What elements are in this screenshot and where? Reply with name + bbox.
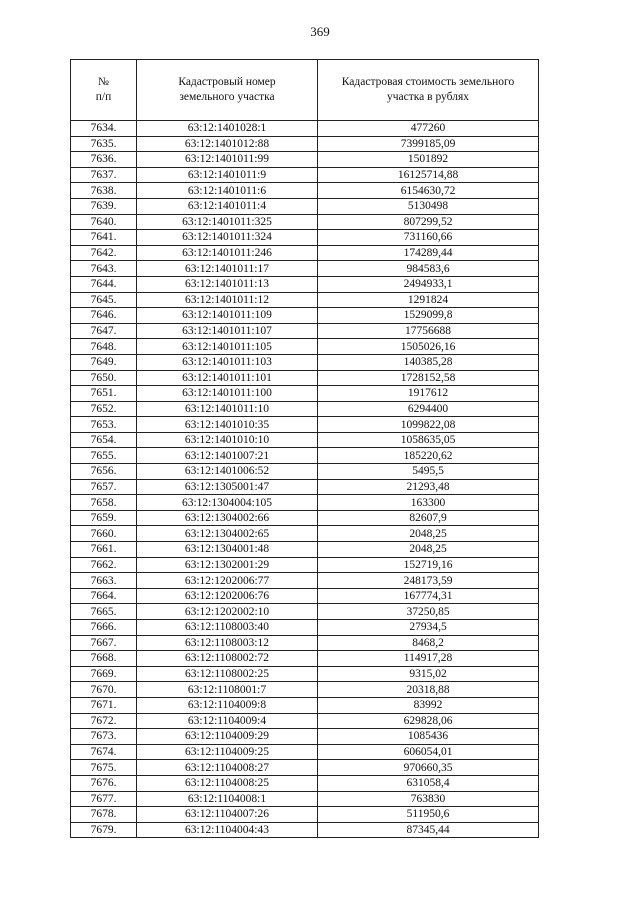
table-row	[71, 697, 539, 713]
cadastral-value: 970660,35	[318, 760, 539, 776]
table-row	[71, 198, 539, 214]
row-number: 7672.	[71, 713, 137, 729]
header-row	[71, 60, 539, 121]
cadastral-value: 248173,59	[318, 573, 539, 589]
table-row	[71, 386, 539, 402]
cadastral-number: 63:12:1401011:101	[137, 370, 318, 386]
cadastral-value: 82607,9	[318, 510, 539, 526]
table-row	[71, 323, 539, 339]
row-number: 7673.	[71, 729, 137, 745]
row-number: 7652.	[71, 401, 137, 417]
cadastral-value: 20318,88	[318, 682, 539, 698]
row-number: 7664.	[71, 588, 137, 604]
row-number: 7636.	[71, 152, 137, 168]
table-row	[71, 230, 539, 246]
cadastral-value: 763830	[318, 791, 539, 807]
row-number: 7656.	[71, 464, 137, 480]
header-cadastral-value	[318, 60, 539, 121]
row-number: 7644.	[71, 276, 137, 292]
cadastral-number: 63:12:1401011:13	[137, 276, 318, 292]
table-row	[71, 635, 539, 651]
cadastral-number: 63:12:1104008:25	[137, 775, 318, 791]
table-row	[71, 214, 539, 230]
cadastral-number: 63:12:1202002:10	[137, 604, 318, 620]
row-number: 7650.	[71, 370, 137, 386]
cadastral-number: 63:12:1104008:27	[137, 760, 318, 776]
cadastral-value: 477260	[318, 121, 539, 137]
cadastral-value: 2048,25	[318, 542, 539, 558]
cadastral-value: 807299,52	[318, 214, 539, 230]
row-number: 7654.	[71, 432, 137, 448]
cadastral-number: 63:12:1104009:25	[137, 744, 318, 760]
row-number: 7640.	[71, 214, 137, 230]
row-number: 7667.	[71, 635, 137, 651]
cadastral-value: 1058635,05	[318, 432, 539, 448]
table-row	[71, 620, 539, 636]
table-row	[71, 822, 539, 838]
table-row	[71, 183, 539, 199]
row-number: 7642.	[71, 245, 137, 261]
cadastral-value: 7399185,09	[318, 136, 539, 152]
row-number: 7634.	[71, 121, 137, 137]
row-number: 7661.	[71, 542, 137, 558]
cadastral-number: 63:12:1302001:29	[137, 557, 318, 573]
table-row	[71, 682, 539, 698]
cadastral-number: 63:12:1401011:10	[137, 401, 318, 417]
row-number: 7651.	[71, 386, 137, 402]
row-number: 7676.	[71, 775, 137, 791]
cadastral-number: 63:12:1401011:103	[137, 354, 318, 370]
cadastral-number: 63:12:1305001:47	[137, 479, 318, 495]
table-row	[71, 136, 539, 152]
cadastral-value: 21293,48	[318, 479, 539, 495]
row-number: 7647.	[71, 323, 137, 339]
cadastral-value: 1917612	[318, 386, 539, 402]
table-row	[71, 308, 539, 324]
cadastral-number: 63:12:1401011:324	[137, 230, 318, 246]
cadastral-value: 5495,5	[318, 464, 539, 480]
row-number: 7674.	[71, 744, 137, 760]
table-row	[71, 729, 539, 745]
cadastral-number: 63:12:1108002:72	[137, 651, 318, 667]
cadastral-number: 63:12:1401011:6	[137, 183, 318, 199]
row-number: 7641.	[71, 230, 137, 246]
cadastral-number: 63:12:1304004:105	[137, 495, 318, 511]
cadastral-number: 63:12:1104008:1	[137, 791, 318, 807]
table-row	[71, 495, 539, 511]
table-row	[71, 121, 539, 137]
table-row	[71, 588, 539, 604]
table-row	[71, 510, 539, 526]
table-row	[71, 542, 539, 558]
cadastral-number: 63:12:1108001:7	[137, 682, 318, 698]
table-row	[71, 245, 539, 261]
row-number: 7635.	[71, 136, 137, 152]
cadastral-value: 1529099,8	[318, 308, 539, 324]
row-number: 7658.	[71, 495, 137, 511]
row-number: 7643.	[71, 261, 137, 277]
cadastral-value: 629828,06	[318, 713, 539, 729]
cadastral-value: 1501892	[318, 152, 539, 168]
header-cadastral-number	[137, 60, 318, 121]
row-number: 7660.	[71, 526, 137, 542]
table-row	[71, 448, 539, 464]
page-number: 369	[310, 24, 330, 39]
cadastral-value: 1505026,16	[318, 339, 539, 355]
cadastral-number: 63:12:1401012:88	[137, 136, 318, 152]
cadastral-number: 63:12:1202006:77	[137, 573, 318, 589]
row-number: 7638.	[71, 183, 137, 199]
cadastral-number: 63:12:1401011:4	[137, 198, 318, 214]
cadastral-value: 87345,44	[318, 822, 539, 838]
row-number: 7669.	[71, 666, 137, 682]
row-number: 7671.	[71, 697, 137, 713]
table-row	[71, 775, 539, 791]
row-number: 7675.	[71, 760, 137, 776]
table-row	[71, 167, 539, 183]
cadastral-value: 606054,01	[318, 744, 539, 760]
cadastral-value: 731160,66	[318, 230, 539, 246]
row-number: 7677.	[71, 791, 137, 807]
table-row	[71, 152, 539, 168]
row-number: 7657.	[71, 479, 137, 495]
cadastral-value: 140385,28	[318, 354, 539, 370]
cadastral-value: 16125714,88	[318, 167, 539, 183]
cadastral-number: 63:12:1401010:35	[137, 417, 318, 433]
table-row	[71, 292, 539, 308]
table-row	[71, 557, 539, 573]
cadastral-value: 631058,4	[318, 775, 539, 791]
cadastral-value: 9315,02	[318, 666, 539, 682]
cadastral-number: 63:12:1401011:12	[137, 292, 318, 308]
row-number: 7662.	[71, 557, 137, 573]
cadastral-number: 63:12:1401028:1	[137, 121, 318, 137]
table-row	[71, 744, 539, 760]
cadastral-value: 163300	[318, 495, 539, 511]
cadastral-value: 37250,85	[318, 604, 539, 620]
cadastral-value: 114917,28	[318, 651, 539, 667]
row-number: 7639.	[71, 198, 137, 214]
cadastral-number: 63:12:1401011:109	[137, 308, 318, 324]
table-row	[71, 417, 539, 433]
cadastral-value: 6154630,72	[318, 183, 539, 199]
row-number: 7648.	[71, 339, 137, 355]
table-row	[71, 354, 539, 370]
cadastral-number: 63:12:1401011:107	[137, 323, 318, 339]
cadastral-number: 63:12:1401011:246	[137, 245, 318, 261]
row-number: 7659.	[71, 510, 137, 526]
cadastral-value: 152719,16	[318, 557, 539, 573]
row-number: 7655.	[71, 448, 137, 464]
cadastral-number: 63:12:1401011:17	[137, 261, 318, 277]
cadastral-number: 63:12:1304001:48	[137, 542, 318, 558]
row-number: 7665.	[71, 604, 137, 620]
table-row	[71, 339, 539, 355]
cadastral-number: 63:12:1202006:76	[137, 588, 318, 604]
row-number: 7637.	[71, 167, 137, 183]
cadastral-value: 185220,62	[318, 448, 539, 464]
cadastral-number: 63:12:1104009:8	[137, 697, 318, 713]
cadastral-value: 1085436	[318, 729, 539, 745]
cadastral-number: 63:12:1108002:25	[137, 666, 318, 682]
table-row	[71, 401, 539, 417]
row-number: 7645.	[71, 292, 137, 308]
table-row	[71, 807, 539, 823]
table-row	[71, 713, 539, 729]
cadastral-number: 63:12:1104004:43	[137, 822, 318, 838]
row-number: 7670.	[71, 682, 137, 698]
cadastral-value: 5130498	[318, 198, 539, 214]
cadastral-number: 63:12:1401011:325	[137, 214, 318, 230]
table-row	[71, 276, 539, 292]
table-row	[71, 573, 539, 589]
cadastral-value: 167774,31	[318, 588, 539, 604]
cadastral-number: 63:12:1304002:66	[137, 510, 318, 526]
row-number: 7663.	[71, 573, 137, 589]
table-row	[71, 760, 539, 776]
header-cadastral-label: Кадастровый номер земельного участка	[178, 76, 276, 103]
cadastral-number: 63:12:1104009:29	[137, 729, 318, 745]
row-number: 7678.	[71, 807, 137, 823]
cadastral-number: 63:12:1104009:4	[137, 713, 318, 729]
cadastral-number: 63:12:1401011:9	[137, 167, 318, 183]
cadastral-number: 63:12:1401006:52	[137, 464, 318, 480]
row-number: 7653.	[71, 417, 137, 433]
table-row	[71, 261, 539, 277]
cadastral-number: 63:12:1104007:26	[137, 807, 318, 823]
table-row	[71, 464, 539, 480]
cadastral-value-table	[70, 59, 539, 838]
cadastral-value: 2048,25	[318, 526, 539, 542]
cadastral-value: 27934,5	[318, 620, 539, 636]
header-value-label: Кадастровая стоимость земельного участка в рублях	[341, 76, 515, 103]
cadastral-value: 984583,6	[318, 261, 539, 277]
cadastral-number: 63:12:1401011:105	[137, 339, 318, 355]
cadastral-value: 6294400	[318, 401, 539, 417]
cadastral-value: 1291824	[318, 292, 539, 308]
table-row	[71, 370, 539, 386]
cadastral-value: 83992	[318, 697, 539, 713]
row-number: 7646.	[71, 308, 137, 324]
row-number: 7668.	[71, 651, 137, 667]
cadastral-value: 17756688	[318, 323, 539, 339]
table-row	[71, 526, 539, 542]
cadastral-number: 63:12:1304002:65	[137, 526, 318, 542]
cadastral-value: 511950,6	[318, 807, 539, 823]
cadastral-number: 63:12:1401007:21	[137, 448, 318, 464]
table-header	[71, 60, 539, 121]
cadastral-number: 63:12:1401010:10	[137, 432, 318, 448]
table-row	[71, 604, 539, 620]
cadastral-value: 8468,2	[318, 635, 539, 651]
cadastral-number: 63:12:1401011:99	[137, 152, 318, 168]
cadastral-number: 63:12:1401011:100	[137, 386, 318, 402]
row-number: 7649.	[71, 354, 137, 370]
header-number	[71, 60, 137, 121]
table-row	[71, 432, 539, 448]
header-number-label: № п/п	[95, 76, 112, 103]
cadastral-number: 63:12:1108003:12	[137, 635, 318, 651]
row-number: 7679.	[71, 822, 137, 838]
table-row	[71, 651, 539, 667]
cadastral-number: 63:12:1108003:40	[137, 620, 318, 636]
table-row	[71, 479, 539, 495]
row-number: 7666.	[71, 620, 137, 636]
cadastral-value: 174289,44	[318, 245, 539, 261]
cadastral-value: 1099822,08	[318, 417, 539, 433]
table-row	[71, 666, 539, 682]
cadastral-value: 2494933,1	[318, 276, 539, 292]
table-body	[71, 121, 539, 838]
cadastral-value: 1728152,58	[318, 370, 539, 386]
table-row	[71, 791, 539, 807]
